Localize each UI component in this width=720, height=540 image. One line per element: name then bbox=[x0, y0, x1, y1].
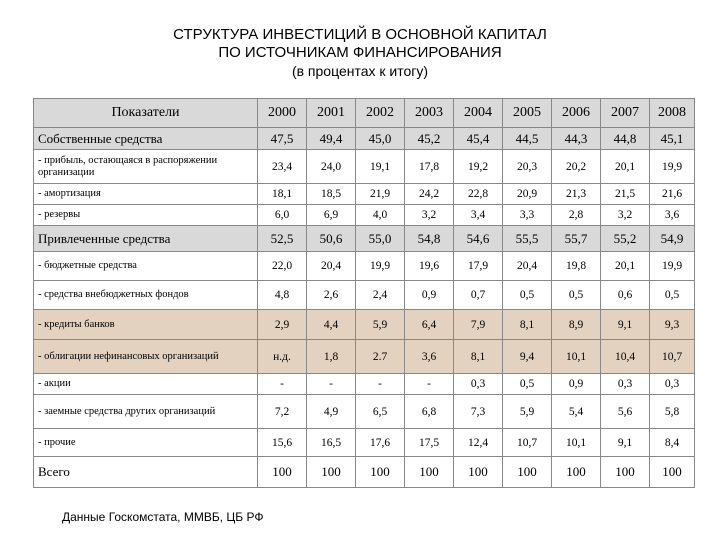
value-cell: 2.7 bbox=[356, 340, 405, 374]
value-cell: 4,8 bbox=[258, 281, 307, 310]
row-label: - средства внебюджетных фондов bbox=[34, 281, 258, 310]
value-cell: 52,5 bbox=[258, 226, 307, 252]
value-cell: н.д. bbox=[258, 340, 307, 374]
value-cell: 9,1 bbox=[601, 429, 650, 457]
table-row bbox=[34, 374, 695, 395]
value-cell: 19,9 bbox=[356, 252, 405, 281]
value-cell: 19,1 bbox=[356, 150, 405, 184]
value-cell: 6,9 bbox=[307, 205, 356, 226]
value-cell: 9,3 bbox=[650, 310, 695, 340]
value-cell: 2,6 bbox=[307, 281, 356, 310]
value-cell: - bbox=[307, 374, 356, 395]
value-cell: 0,3 bbox=[650, 374, 695, 395]
value-cell: 7,3 bbox=[454, 395, 503, 429]
value-cell: 18,1 bbox=[258, 184, 307, 205]
value-cell: 16,5 bbox=[307, 429, 356, 457]
value-cell: 12,4 bbox=[454, 429, 503, 457]
year-header: 2003 bbox=[405, 99, 454, 128]
value-cell: 20,3 bbox=[503, 150, 552, 184]
table-row bbox=[34, 205, 695, 226]
value-cell: 100 bbox=[601, 457, 650, 488]
value-cell: 0,6 bbox=[601, 281, 650, 310]
value-cell: 19,8 bbox=[552, 252, 601, 281]
value-cell: 100 bbox=[405, 457, 454, 488]
table-row bbox=[34, 457, 695, 488]
value-cell: 17,5 bbox=[405, 429, 454, 457]
value-cell: - bbox=[356, 374, 405, 395]
value-cell: 54,8 bbox=[405, 226, 454, 252]
value-cell: 100 bbox=[650, 457, 695, 488]
year-header: 2004 bbox=[454, 99, 503, 128]
row-label: - кредиты банков bbox=[34, 310, 258, 340]
value-cell: 8,1 bbox=[454, 340, 503, 374]
value-cell: 17,8 bbox=[405, 150, 454, 184]
source-note: Данные Госкомстата, ММВБ, ЦБ РФ bbox=[62, 510, 264, 524]
value-cell: 24,2 bbox=[405, 184, 454, 205]
value-cell: 8,4 bbox=[650, 429, 695, 457]
value-cell: 0,5 bbox=[503, 374, 552, 395]
table-row bbox=[34, 184, 695, 205]
value-cell: 3,6 bbox=[650, 205, 695, 226]
value-cell: 20,1 bbox=[601, 252, 650, 281]
value-cell: 1,8 bbox=[307, 340, 356, 374]
value-cell: 15,6 bbox=[258, 429, 307, 457]
value-cell: 2,9 bbox=[258, 310, 307, 340]
year-header: 2002 bbox=[356, 99, 405, 128]
value-cell: 10,7 bbox=[503, 429, 552, 457]
value-cell: 24,0 bbox=[307, 150, 356, 184]
value-cell: 0,5 bbox=[552, 281, 601, 310]
value-cell: 10,7 bbox=[650, 340, 695, 374]
value-cell: 7,2 bbox=[258, 395, 307, 429]
row-label: Всего bbox=[34, 457, 258, 488]
value-cell: 20,1 bbox=[601, 150, 650, 184]
value-cell: 21,3 bbox=[552, 184, 601, 205]
value-cell: 3,3 bbox=[503, 205, 552, 226]
value-cell: 100 bbox=[307, 457, 356, 488]
header-label: Показатели bbox=[34, 99, 258, 128]
value-cell: 0,3 bbox=[454, 374, 503, 395]
investment-structure-table bbox=[33, 98, 695, 488]
value-cell: 6,4 bbox=[405, 310, 454, 340]
value-cell: 10,1 bbox=[552, 340, 601, 374]
value-cell: 20,2 bbox=[552, 150, 601, 184]
value-cell: - bbox=[258, 374, 307, 395]
value-cell: 100 bbox=[356, 457, 405, 488]
value-cell: 45,1 bbox=[650, 128, 695, 150]
value-cell: 50,6 bbox=[307, 226, 356, 252]
row-label: - резервы bbox=[34, 205, 258, 226]
value-cell: 44,5 bbox=[503, 128, 552, 150]
table-row bbox=[34, 340, 695, 374]
value-cell: 21,6 bbox=[650, 184, 695, 205]
value-cell: 8,9 bbox=[552, 310, 601, 340]
value-cell: 19,2 bbox=[454, 150, 503, 184]
year-header: 2006 bbox=[552, 99, 601, 128]
row-label: Привлеченные средства bbox=[34, 226, 258, 252]
year-header: 2008 bbox=[650, 99, 695, 128]
value-cell: 18,5 bbox=[307, 184, 356, 205]
value-cell: 8,1 bbox=[503, 310, 552, 340]
table-row bbox=[34, 310, 695, 340]
value-cell: 3,4 bbox=[454, 205, 503, 226]
title-line-2: ПО ИСТОЧНИКАМ ФИНАНСИРОВАНИЯ bbox=[218, 44, 502, 61]
value-cell: 45,2 bbox=[405, 128, 454, 150]
value-cell: 4,4 bbox=[307, 310, 356, 340]
value-cell: 2,4 bbox=[356, 281, 405, 310]
value-cell: 9,1 bbox=[601, 310, 650, 340]
value-cell: 6,5 bbox=[356, 395, 405, 429]
table-row bbox=[34, 281, 695, 310]
year-header: 2005 bbox=[503, 99, 552, 128]
value-cell: 4,9 bbox=[307, 395, 356, 429]
value-cell: 20,4 bbox=[503, 252, 552, 281]
value-cell: 55,0 bbox=[356, 226, 405, 252]
value-cell: 55,7 bbox=[552, 226, 601, 252]
value-cell: 0,9 bbox=[405, 281, 454, 310]
value-cell: 0,5 bbox=[650, 281, 695, 310]
value-cell: 2,8 bbox=[552, 205, 601, 226]
row-label: - амортизация bbox=[34, 184, 258, 205]
table-row bbox=[34, 252, 695, 281]
value-cell: 54,6 bbox=[454, 226, 503, 252]
table-row bbox=[34, 128, 695, 150]
value-cell: 4,0 bbox=[356, 205, 405, 226]
value-cell: 22,8 bbox=[454, 184, 503, 205]
value-cell: 21,9 bbox=[356, 184, 405, 205]
value-cell: 20,9 bbox=[503, 184, 552, 205]
year-header: 2001 bbox=[307, 99, 356, 128]
value-cell: 44,3 bbox=[552, 128, 601, 150]
value-cell: 21,5 bbox=[601, 184, 650, 205]
table-row bbox=[34, 429, 695, 457]
value-cell: 0,9 bbox=[552, 374, 601, 395]
value-cell: 49,4 bbox=[307, 128, 356, 150]
title-units: (в процентах к итогу) bbox=[291, 63, 429, 79]
title-line-1: СТРУКТУРА ИНВЕСТИЦИЙ В ОСНОВНОЙ КАПИТАЛ bbox=[173, 26, 547, 43]
row-label: - прочие bbox=[34, 429, 258, 457]
value-cell: 17,9 bbox=[454, 252, 503, 281]
row-label: - облигации нефинансовых организаций bbox=[34, 340, 258, 374]
value-cell: 47,5 bbox=[258, 128, 307, 150]
value-cell: 0,7 bbox=[454, 281, 503, 310]
row-label: - бюджетные средства bbox=[34, 252, 258, 281]
value-cell: 6,0 bbox=[258, 205, 307, 226]
value-cell: 10,1 bbox=[552, 429, 601, 457]
value-cell: 7,9 bbox=[454, 310, 503, 340]
value-cell: 23,4 bbox=[258, 150, 307, 184]
table-row bbox=[34, 226, 695, 252]
value-cell: 55,5 bbox=[503, 226, 552, 252]
value-cell: 0,3 bbox=[601, 374, 650, 395]
value-cell: 100 bbox=[552, 457, 601, 488]
value-cell: 5,9 bbox=[356, 310, 405, 340]
value-cell: 45,4 bbox=[454, 128, 503, 150]
value-cell: 19,9 bbox=[650, 252, 695, 281]
value-cell: 5,6 bbox=[601, 395, 650, 429]
value-cell: - bbox=[405, 374, 454, 395]
year-header: 2007 bbox=[601, 99, 650, 128]
row-label: - прибыль, остающаяся в распоряжении организации bbox=[34, 150, 258, 184]
value-cell: 100 bbox=[454, 457, 503, 488]
value-cell: 17,6 bbox=[356, 429, 405, 457]
value-cell: 20,4 bbox=[307, 252, 356, 281]
value-cell: 3,2 bbox=[405, 205, 454, 226]
value-cell: 44,8 bbox=[601, 128, 650, 150]
table-row bbox=[34, 150, 695, 184]
row-label: - акции bbox=[34, 374, 258, 395]
row-label: - заемные средства других организаций bbox=[34, 395, 258, 429]
value-cell: 5,9 bbox=[503, 395, 552, 429]
value-cell: 100 bbox=[503, 457, 552, 488]
value-cell: 9,4 bbox=[503, 340, 552, 374]
value-cell: 10,4 bbox=[601, 340, 650, 374]
value-cell: 100 bbox=[258, 457, 307, 488]
header-row bbox=[34, 99, 695, 128]
value-cell: 0,5 bbox=[503, 281, 552, 310]
row-label: Собственные средства bbox=[34, 128, 258, 150]
value-cell: 19,9 bbox=[650, 150, 695, 184]
value-cell: 3,6 bbox=[405, 340, 454, 374]
value-cell: 19,6 bbox=[405, 252, 454, 281]
value-cell: 45,0 bbox=[356, 128, 405, 150]
value-cell: 6,8 bbox=[405, 395, 454, 429]
value-cell: 22,0 bbox=[258, 252, 307, 281]
table-row bbox=[34, 395, 695, 429]
value-cell: 5,4 bbox=[552, 395, 601, 429]
year-header: 2000 bbox=[258, 99, 307, 128]
value-cell: 55,2 bbox=[601, 226, 650, 252]
value-cell: 54,9 bbox=[650, 226, 695, 252]
value-cell: 3,2 bbox=[601, 205, 650, 226]
value-cell: 5,8 bbox=[650, 395, 695, 429]
